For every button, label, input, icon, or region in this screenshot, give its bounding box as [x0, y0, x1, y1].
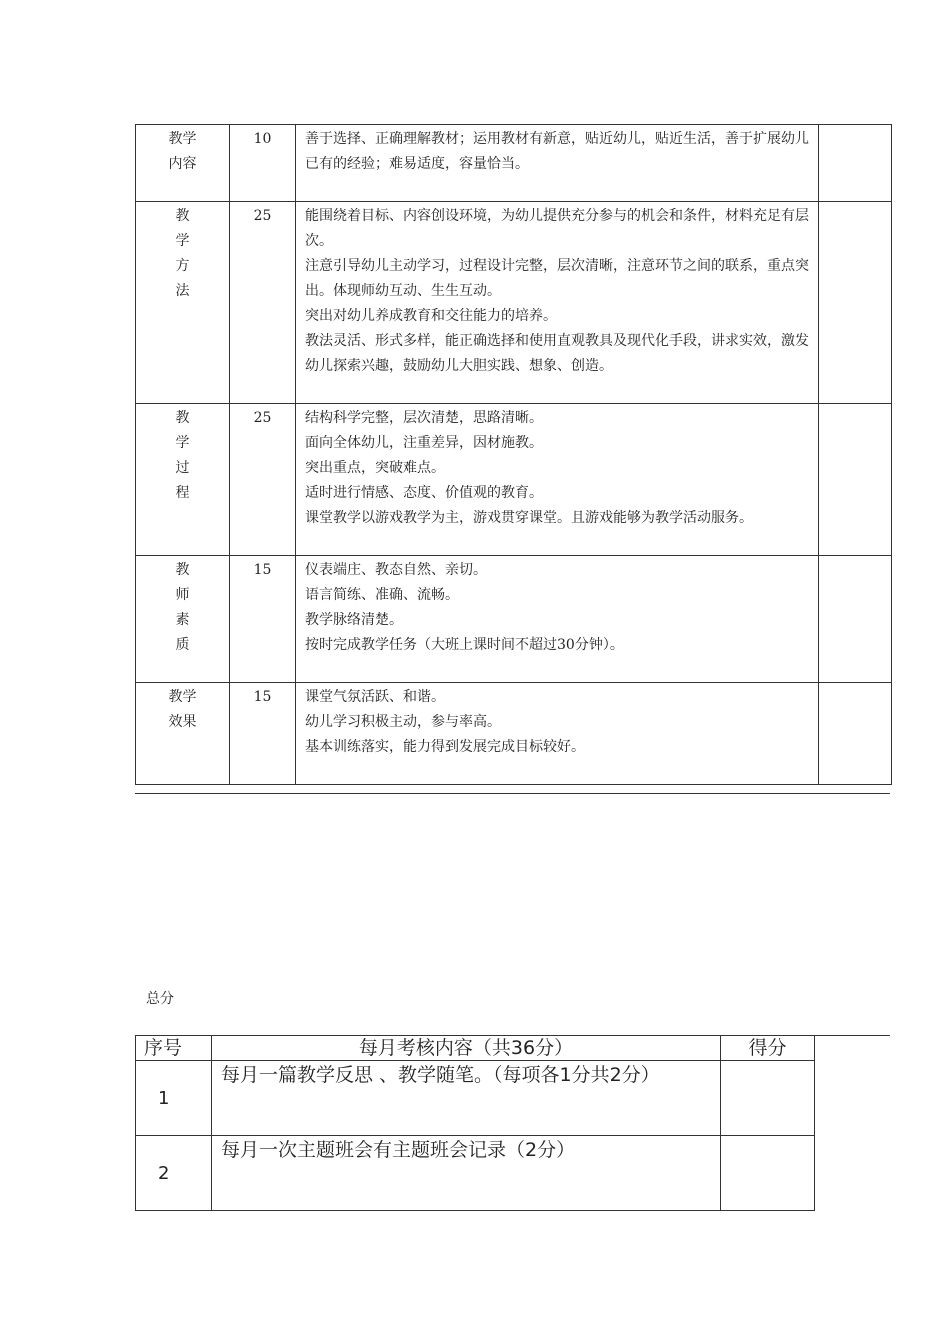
evaluation-row — [136, 202, 892, 404]
category-cell: 教 学 方 法 — [136, 202, 230, 404]
header-content: 每月考核内容（共36分） — [212, 1036, 721, 1061]
score-cell[interactable] — [819, 202, 892, 404]
points-cell: 15 — [230, 683, 296, 785]
category-cell: 教 师 素 质 — [136, 556, 230, 683]
monthly-assessment-table — [135, 1035, 815, 1211]
table-header-row — [136, 1036, 815, 1061]
evaluation-row — [136, 556, 892, 683]
header-score: 得分 — [721, 1036, 815, 1061]
category-cell: 教 学 过 程 — [136, 404, 230, 556]
row-content: 每月一篇教学反思 、教学随笔。（每项各1分共2分） — [212, 1061, 721, 1136]
total-score-label: 总分 — [146, 991, 174, 1007]
score-cell[interactable] — [819, 125, 892, 202]
criteria-cell: 善于选择、正确理解教材；运用教材有新意，贴近幼儿，贴近生活，善于扩展幼儿已有的经验；难易适度，容量恰当。 — [296, 125, 819, 202]
row-seq: 2 — [136, 1136, 212, 1211]
score-cell[interactable] — [819, 683, 892, 785]
criteria-cell: 仪表端庄、教态自然、亲切。 语言简练、准确、流畅。 教学脉络清楚。 按时完成教学任务（大班上课时间不超过30分钟）。 — [296, 556, 819, 683]
category-cell: 教学 效果 — [136, 683, 230, 785]
table-row — [136, 1136, 815, 1211]
header-seq: 序号 — [136, 1036, 212, 1061]
score-cell[interactable] — [721, 1061, 815, 1136]
criteria-cell: 结构科学完整，层次清楚，思路清晰。 面向全体幼儿，注重差异，因材施教。 突出重点，突破难点。 适时进行情感、态度、价值观的教育。 课堂教学以游戏教学为主，游戏贯穿课堂。且游戏能够为教学活动服务。 — [296, 404, 819, 556]
score-cell[interactable] — [819, 556, 892, 683]
category-cell: 教学 内容 — [136, 125, 230, 202]
points-cell: 10 — [230, 125, 296, 202]
row-seq: 1 — [136, 1061, 212, 1136]
score-cell[interactable] — [721, 1136, 815, 1211]
criteria-cell: 能围绕着目标、内容创设环境，为幼儿提供充分参与的机会和条件，材料充足有层次。 注意引导幼儿主动学习，过程设计完整，层次清晰，注意环节之间的联系，重点突出。体现师幼互动、生生互动。 突出对幼儿养成教育和交往能力的培养。 教法灵活、形式多样，能正确选择和使用直观教具及现代化手段，讲求实效，激发幼儿探索兴趣，鼓励幼儿大胆实践、想象、创造。 — [296, 202, 819, 404]
points-cell: 25 — [230, 404, 296, 556]
row-content: 每月一次主题班会有主题班会记录（2分） — [212, 1136, 721, 1211]
evaluation-row — [136, 404, 892, 556]
divider — [135, 793, 890, 794]
points-cell: 15 — [230, 556, 296, 683]
table-row — [136, 1061, 815, 1136]
evaluation-table — [135, 124, 892, 785]
evaluation-row — [136, 683, 892, 785]
points-cell: 25 — [230, 202, 296, 404]
score-cell[interactable] — [819, 404, 892, 556]
divider — [814, 1035, 890, 1036]
criteria-cell: 课堂气氛活跃、和谐。 幼儿学习积极主动，参与率高。 基本训练落实，能力得到发展完成目标较好。 — [296, 683, 819, 785]
evaluation-row — [136, 125, 892, 202]
